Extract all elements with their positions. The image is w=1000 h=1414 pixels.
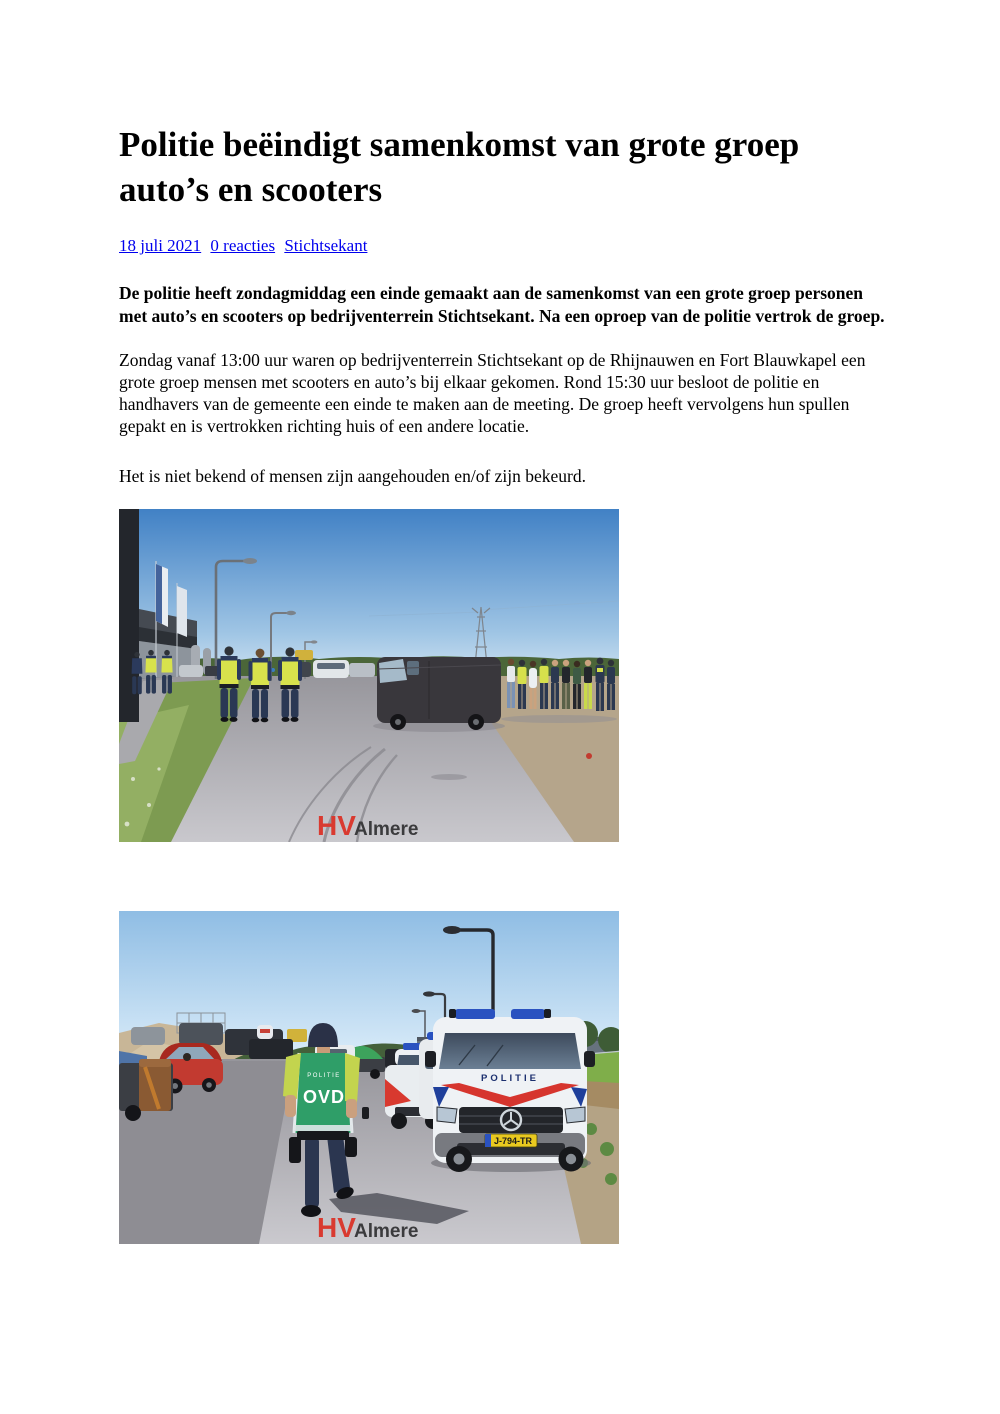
photo-1-scene: [119, 509, 619, 842]
watermark-hv: HV: [317, 810, 356, 841]
category-link[interactable]: Stichtsekant: [284, 236, 368, 255]
watermark-almere: Almere: [354, 1221, 419, 1242]
van-hood-text: POLITIE: [481, 1073, 539, 1084]
news-article: [119, 0, 887, 1244]
photo-police-walking: [119, 509, 619, 842]
photo-ovd-officer-police-vans: [119, 911, 619, 1244]
vest-text-politie: POLITIE: [307, 1073, 341, 1079]
red-roadside-object: [586, 753, 592, 759]
lead-paragraph: De politie heeft zondagmiddag een einde gemaakt aan de samenkomst van een grote groep personen met auto’s en scooters op bedrijventerrein Stichtsekant. Na een oproep van de politie vertrok de groep.: [119, 283, 885, 326]
photo-2-scene: [119, 911, 619, 1244]
bystanders-shadow: [501, 715, 617, 723]
dark-van: [373, 657, 505, 732]
license-plate: [485, 1134, 537, 1147]
vest-text-ovd: OVD: [302, 1087, 346, 1107]
license-plate-text: J-794-TR: [493, 1136, 533, 1146]
comments-link[interactable]: 0 reacties: [210, 236, 276, 255]
body-paragraph-2: Het is niet bekend of mensen zijn aangehouden en/of zijn bekeurd.: [119, 466, 586, 486]
date-link[interactable]: 18 juli 2021: [119, 236, 202, 255]
body-paragraph-1: Zondag vanaf 13:00 uur waren op bedrijventerrein Stichtsekant op de Rhijnauwen en Fort Blauwkapel een grote groep mensen met scooters en auto’s bij elkaar gekomen. Rond 15:30 uur besloot de politie en handhavers van de gemeente een einde te maken aan de meeting. De groep heeft vervolgens hun spullen gepakt en is vertrokken richting huis of een andere locatie.: [119, 350, 866, 436]
article-meta: [119, 235, 887, 256]
cart-with-bin: [119, 1051, 173, 1121]
police-mercedes-van: [425, 1009, 595, 1172]
watermark-hv: HV: [317, 1212, 356, 1243]
article-title: Politie beëindigt samenkomst van grote groep auto’s en scooters: [119, 125, 800, 209]
watermark-almere: Almere: [354, 819, 419, 840]
cars-near-building: [179, 665, 222, 677]
